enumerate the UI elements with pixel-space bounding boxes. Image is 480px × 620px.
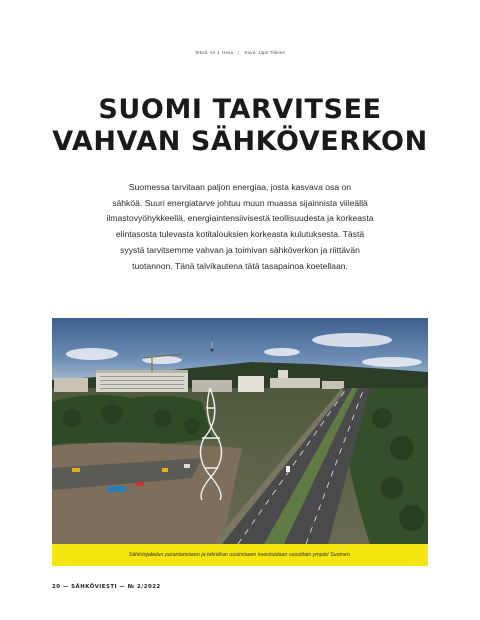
photo-caption: Sähkönjakelun parantamiseen ja tekniikan uusimiseen investoidaan vuosittain ympäri Suomen. — [128, 552, 352, 558]
lead-paragraph — [0, 180, 480, 274]
caption-bar — [52, 544, 428, 566]
title-line-2: VAHVAN SÄHKÖVERKON — [52, 126, 428, 157]
aerial-photo-illustration — [52, 318, 428, 544]
photo-credit: Kuva: Jape Tiitinen — [244, 50, 286, 55]
lead-line: tuotannon. Tänä talvikautena tätä tasapainoa koetellaan. — [132, 260, 348, 271]
article-photo — [52, 318, 428, 544]
lead-line: elintasosta tulevasta kotitalouksien korkeasta kulutuksesta. Tästä — [115, 229, 365, 240]
byline — [0, 50, 480, 55]
page-footer: 20 — SÄHKÖVIESTI — № 2/2022 — [52, 584, 161, 590]
author-credit: Teksti: Ari J. Hesa — [194, 50, 234, 55]
lead-line: Suomessa tarvitaan paljon energiaa, josta kasvava osa on — [128, 182, 352, 192]
byline-separator: | — [238, 50, 240, 55]
lead-line: sähköä. Suuri energiatarve johtuu muun muassa sijainnista viileällä — [112, 197, 368, 208]
title-line-1: SUOMI TARVITSEE — [98, 94, 382, 125]
lead-line: ilmastovyöhykkeellä, energiaintensiivisestä teollisuudesta ja korkeasta — [106, 213, 374, 224]
lead-line: syystä tarvitsemme vahvan ja toimivan sähköverkon ja riittävän — [120, 244, 360, 255]
construction-area — [52, 442, 242, 544]
article-title — [0, 94, 480, 158]
